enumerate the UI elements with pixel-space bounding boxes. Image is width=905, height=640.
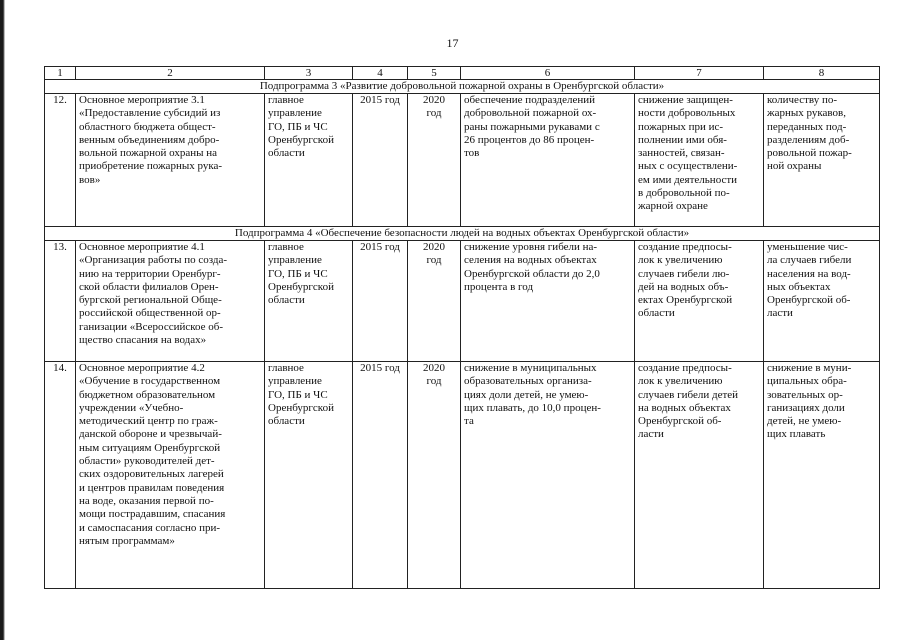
cell-line: ных объектах (767, 280, 831, 293)
column-header: 5 (408, 67, 461, 80)
cell-line: добровольной пожарной ох- (464, 107, 597, 120)
subprogram-title: Подпрограмма 4 «Обеспечение безопасности людей на водных объектах Оренбургской области» (45, 227, 880, 241)
cell-line: и центров правилам поведения (79, 481, 225, 494)
cell-line: «Обучение в государственном (79, 375, 221, 388)
consequences-cell (635, 241, 764, 362)
indicator-cell (764, 241, 880, 362)
cell-line: случаев гибели детей (638, 388, 739, 401)
start-year-cell: 2015 год (353, 94, 408, 227)
binding-edge (0, 0, 5, 640)
cell-line: та (464, 415, 474, 428)
row-number: 13. (45, 241, 76, 362)
measure-cell (76, 362, 265, 589)
measure-cell (76, 94, 265, 227)
start-year-cell: 2015 год (353, 362, 408, 589)
cell-line: ганизации «Всероссийское об- (79, 320, 224, 333)
cell-line: Оренбургской (268, 280, 334, 293)
cell-line: ской области филиалов Орен- (79, 280, 219, 293)
cell-line: управление (268, 107, 322, 120)
cell-line: области (268, 147, 305, 160)
cell-line: нию на территории Оренбург- (79, 267, 221, 280)
cell-line: ласти (638, 428, 664, 441)
cell-line: щих плавать, до 10,0 процен- (464, 401, 601, 414)
row-number: 12. (45, 94, 76, 227)
column-header: 7 (635, 67, 764, 80)
start-year-cell: 2015 год (353, 241, 408, 362)
cell-line: переданных под- (767, 120, 847, 133)
table-row (45, 94, 880, 227)
cell-line: «Организация работы по созда- (79, 254, 228, 267)
cell-line: венным объединениям добро- (79, 133, 220, 146)
column-header: 1 (45, 67, 76, 80)
cell-line: российской общественной ор- (79, 307, 221, 320)
cell-line: тов (464, 147, 480, 160)
consequences-cell (635, 94, 764, 227)
cell-line: лок к увеличению (638, 254, 723, 267)
expected-result-cell (461, 362, 635, 589)
cell-line: дей на водных объ- (638, 280, 729, 293)
cell-line: лок к увеличению (638, 375, 723, 388)
cell-line: приобретение пожарных рука- (79, 160, 223, 173)
cell-line: учреждении «Учебно- (79, 401, 184, 414)
cell-line: вов» (79, 173, 101, 186)
cell-line: вольной пожарной охраны на (79, 147, 218, 160)
measure-cell (76, 241, 265, 362)
cell-line: пожарных при ис- (638, 120, 724, 133)
cell-line: ности добровольных (638, 107, 736, 120)
cell-line: ным ситуациям Оренбургской (79, 441, 221, 454)
table-row (45, 241, 880, 362)
cell-line: зовательных ор- (767, 388, 843, 401)
expected-result-cell (461, 241, 635, 362)
cell-line: разделениям доб- (767, 133, 850, 146)
column-header: 6 (461, 67, 635, 80)
cell-line: щество спасания на водах» (79, 334, 207, 347)
cell-line: процента в год (464, 280, 534, 293)
cell-line: населения на вод- (767, 267, 851, 280)
cell-line: год (426, 254, 442, 267)
cell-line: щих плавать (767, 428, 826, 441)
executor-cell (265, 94, 353, 227)
cell-line: уменьшение чис- (767, 241, 848, 253)
cell-line: данской обороне и чрезвычай- (79, 428, 222, 441)
column-header: 2 (76, 67, 265, 80)
page-number: 17 (446, 36, 459, 50)
cell-line: главное (268, 241, 304, 253)
cell-line: Оренбургской об- (638, 415, 722, 428)
cell-line: селения на водных объектах (464, 254, 597, 267)
consequences-cell (635, 362, 764, 589)
cell-line: ных с осуществлени- (638, 160, 738, 173)
cell-line: «Предоставление субсидий из (79, 107, 221, 120)
cell-line: 2020 (423, 241, 445, 253)
cell-line: 2020 (423, 94, 445, 106)
cell-line: ем ими деятельности (638, 173, 738, 186)
cell-line: раны пожарными рукавами с (464, 120, 600, 133)
cell-line: и самоспасания согласно при- (79, 521, 221, 534)
cell-line: снижение защищен- (638, 94, 733, 106)
cell-line: методический центр по граж- (79, 415, 218, 428)
cell-line: количеству по- (767, 94, 838, 106)
cell-line: создание предпосы- (638, 241, 732, 253)
cell-line: 2020 (423, 362, 445, 374)
cell-line: бургской региональной Обще- (79, 294, 222, 307)
cell-line: управление (268, 375, 322, 388)
cell-line: области (268, 294, 305, 307)
subprogram-row (45, 227, 880, 241)
cell-line: создание предпосы- (638, 362, 732, 374)
cell-line: снижение в муни- (767, 362, 852, 374)
cell-line: обеспечение подразделений (464, 94, 596, 106)
executor-cell (265, 241, 353, 362)
row-number: 14. (45, 362, 76, 589)
indicator-cell (764, 362, 880, 589)
subprogram-title: Подпрограмма 3 «Развитие добровольной пожарной охраны в Оренбургской области» (45, 80, 880, 94)
cell-line: Оренбургской об- (767, 294, 851, 307)
cell-line: ГО, ПБ и ЧС (268, 388, 328, 401)
table-row (45, 362, 880, 589)
cell-line: образовательных организа- (464, 375, 592, 388)
cell-line: управление (268, 254, 322, 267)
cell-line: год (426, 375, 442, 388)
cell-line: ной охраны (767, 160, 822, 173)
cell-line: Основное мероприятие 4.2 (79, 362, 205, 374)
cell-line: мощи пострадавшим, спасания (79, 508, 226, 521)
cell-line: детей, не умею- (767, 415, 842, 428)
cell-line: области (268, 415, 305, 428)
cell-line: полнении ими обя- (638, 133, 727, 146)
cell-line: Оренбургской (268, 401, 334, 414)
cell-line: год (426, 107, 442, 120)
expected-result-cell (461, 94, 635, 227)
cell-line: в добровольной по- (638, 187, 730, 200)
cell-line: циях доли детей, не умею- (464, 388, 589, 401)
cell-line: ровольной пожар- (767, 147, 852, 160)
column-number-row (45, 67, 880, 80)
cell-line: главное (268, 362, 304, 374)
cell-line: ла случаев гибели (767, 254, 852, 267)
column-header: 4 (353, 67, 408, 80)
cell-line: Оренбургской (268, 133, 334, 146)
cell-line: ганизациях доли (767, 401, 845, 414)
cell-line: области» руководителей дет- (79, 455, 215, 468)
cell-line: ГО, ПБ и ЧС (268, 267, 328, 280)
cell-line: ласти (767, 307, 793, 320)
cell-line: Основное мероприятие 3.1 (79, 94, 205, 106)
cell-line: снижение уровня гибели на- (464, 241, 598, 253)
cell-line: жарной охране (638, 200, 708, 213)
cell-line: случаев гибели лю- (638, 267, 730, 280)
cell-line: снижение в муниципальных (464, 362, 597, 374)
cell-line: Основное мероприятие 4.1 (79, 241, 205, 253)
cell-line: ских оздоровительных лагерей (79, 468, 224, 481)
cell-line: области (638, 307, 675, 320)
cell-line: жарных рукавов, (767, 107, 846, 120)
cell-line: 26 процентов до 86 процен- (464, 133, 595, 146)
end-year-cell (408, 241, 461, 362)
cell-line: главное (268, 94, 304, 106)
cell-line: бюджетном образовательном (79, 388, 216, 401)
column-header: 8 (764, 67, 880, 80)
cell-line: на воде, оказания первой по- (79, 494, 214, 507)
cell-line: ципальных обра- (767, 375, 847, 388)
cell-line: ГО, ПБ и ЧС (268, 120, 328, 133)
cell-line: на водных объектах (638, 401, 731, 414)
end-year-cell (408, 362, 461, 589)
executor-cell (265, 362, 353, 589)
cell-line: ектах Оренбургской (638, 294, 733, 307)
column-header: 3 (265, 67, 353, 80)
subprogram-row (45, 80, 880, 94)
cell-line: занностей, связан- (638, 147, 725, 160)
cell-line: Оренбургской области до 2,0 (464, 267, 600, 280)
cell-line: областного бюджета общест- (79, 120, 216, 133)
indicator-cell (764, 94, 880, 227)
measures-table (44, 66, 880, 589)
end-year-cell (408, 94, 461, 227)
cell-line: нятым программам» (79, 534, 175, 547)
